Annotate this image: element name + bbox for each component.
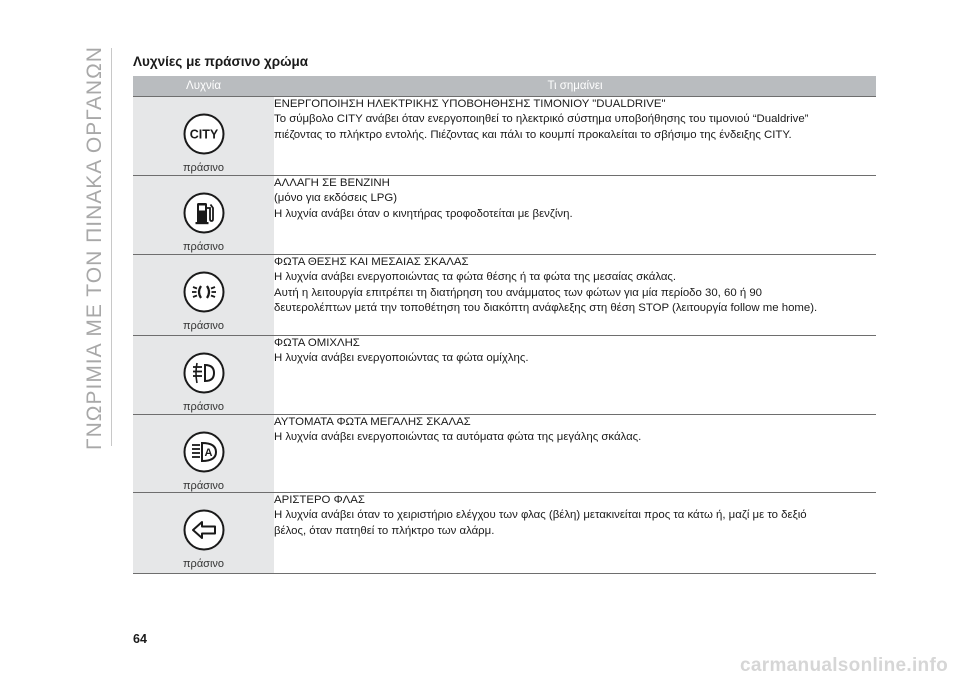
description-cell <box>274 336 876 415</box>
table-row <box>133 415 876 493</box>
fuel-pump-icon <box>183 192 225 234</box>
table-row <box>133 176 876 255</box>
lamp-color-label: πράσινο <box>182 401 225 413</box>
description-cell <box>274 493 876 574</box>
description-line: βέλος, όταν πατηθεί το πλήκτρο των αλάρμ. <box>274 524 495 537</box>
side-divider <box>111 48 112 446</box>
lamp-cell <box>133 336 274 415</box>
chapter-side-title <box>83 45 107 450</box>
lamp-color-label: πράσινο <box>182 241 225 253</box>
table-row <box>133 493 876 574</box>
description-heading: ΑΡΙΣΤΕΡΟ ΦΛΑΣ <box>274 494 365 506</box>
description-cell <box>274 176 876 255</box>
section-title: Λυχνίες με πράσινο χρώμα <box>133 54 309 69</box>
lamp-cell <box>133 415 274 493</box>
lamp-color-label: πράσινο <box>182 480 225 492</box>
description-line: Η λυχνία ανάβει ενεργοποιώντας τα αυτόματα φώτα της μεγάλης σκάλας. <box>274 431 642 444</box>
svg-text:CITY: CITY <box>189 127 218 142</box>
page-number: 64 <box>133 632 147 646</box>
city-icon <box>183 113 225 155</box>
description-heading: ΑΥΤΟΜΑΤΑ ΦΩΤΑ ΜΕΓΑΛΗΣ ΣΚΑΛΑΣ <box>274 416 471 428</box>
lamp-color-label: πράσινο <box>182 320 225 332</box>
chapter-side-title-text: ΓΝΩΡΙΜΙΑ ΜΕ ΤΟΝ ΠΙΝΑΚΑ ΟΡΓΑΝΩΝ <box>83 45 106 450</box>
lamp-color-label: πράσινο <box>182 162 225 174</box>
table-row <box>133 97 876 176</box>
description-line: πιέζοντας το πλήκτρο εντολής. Πιέζοντας και πάλι το κουμπί προκαλείται το σβήσιμο της ένδειξης CITY. <box>274 128 792 141</box>
description-cell <box>274 415 876 493</box>
description-heading: ΕΝΕΡΓΟΠΟΙΗΣΗ ΗΛΕΚΤΡΙΚΗΣ ΥΠΟΒΟΗΘΗΣΗΣ ΤΙΜΟΝΙΟΥ "DUALDRIVE" <box>274 98 666 110</box>
table-row <box>133 336 876 415</box>
lamp-cell <box>133 97 274 176</box>
table-row <box>133 255 876 336</box>
description-cell <box>274 97 876 176</box>
lamp-cell <box>133 176 274 255</box>
header-lamp: Λυχνία <box>133 76 274 97</box>
svg-text:A: A <box>204 447 212 459</box>
description-heading: ΑΛΛΑΓΗ ΣΕ ΒΕΝΖΙΝΗ <box>274 177 390 189</box>
lamp-cell <box>133 493 274 574</box>
position-lights-icon <box>183 271 225 313</box>
description-line: Το σύμβολο CITY ανάβει όταν ενεργοποιηθεί το ηλεκτρικό σύστημα υποβοήθησης του τιμονιού “Dualdrive” <box>274 113 809 126</box>
table-header-row <box>133 76 876 97</box>
auto-high-beam-icon <box>183 431 225 473</box>
description-line: Η λυχνία ανάβει όταν το χειριστήριο ελέγχου των φλας (βέλη) μετακινείται προς τα κάτω ή, μαζί με το δεξιό <box>274 509 807 522</box>
header-meaning: Τι σημαίνει <box>274 76 876 97</box>
description-line: Η λυχνία ανάβει ενεργοποιώντας τα φώτα ομίχλης. <box>274 352 529 365</box>
fog-light-icon <box>183 352 225 394</box>
lamp-cell <box>133 255 274 336</box>
left-turn-arrow-icon <box>183 509 225 551</box>
description-line: Η λυχνία ανάβει ενεργοποιώντας τα φώτα θέσης ή τα φώτα της μεσαίας σκάλας. <box>274 271 677 284</box>
warning-lights-table <box>133 76 876 574</box>
description-heading: ΦΩΤΑ ΘΕΣΗΣ ΚΑΙ ΜΕΣΑΙΑΣ ΣΚΑΛΑΣ <box>274 256 469 268</box>
description-line: (μόνο για εκδόσεις LPG) <box>274 192 398 205</box>
lamp-color-label: πράσινο <box>182 558 225 570</box>
watermark: carmanualsonline.info <box>740 655 948 676</box>
description-line: Αυτή η λειτουργία επιτρέπει τη διατήρηση του ανάμματος των φώτων για μία περίοδο 30, 60 ή 90 <box>274 286 762 299</box>
description-line: Η λυχνία ανάβει όταν ο κινητήρας τροφοδοτείται με βενζίνη. <box>274 207 573 220</box>
description-line: δευτερολέπτων μετά την τοποθέτηση του διακόπτη ανάφλεξης στη θέση STOP (λειτουργία follow me home). <box>274 302 818 315</box>
description-cell <box>274 255 876 336</box>
description-heading: ΦΩΤΑ ΟΜΙΧΛΗΣ <box>274 337 360 349</box>
